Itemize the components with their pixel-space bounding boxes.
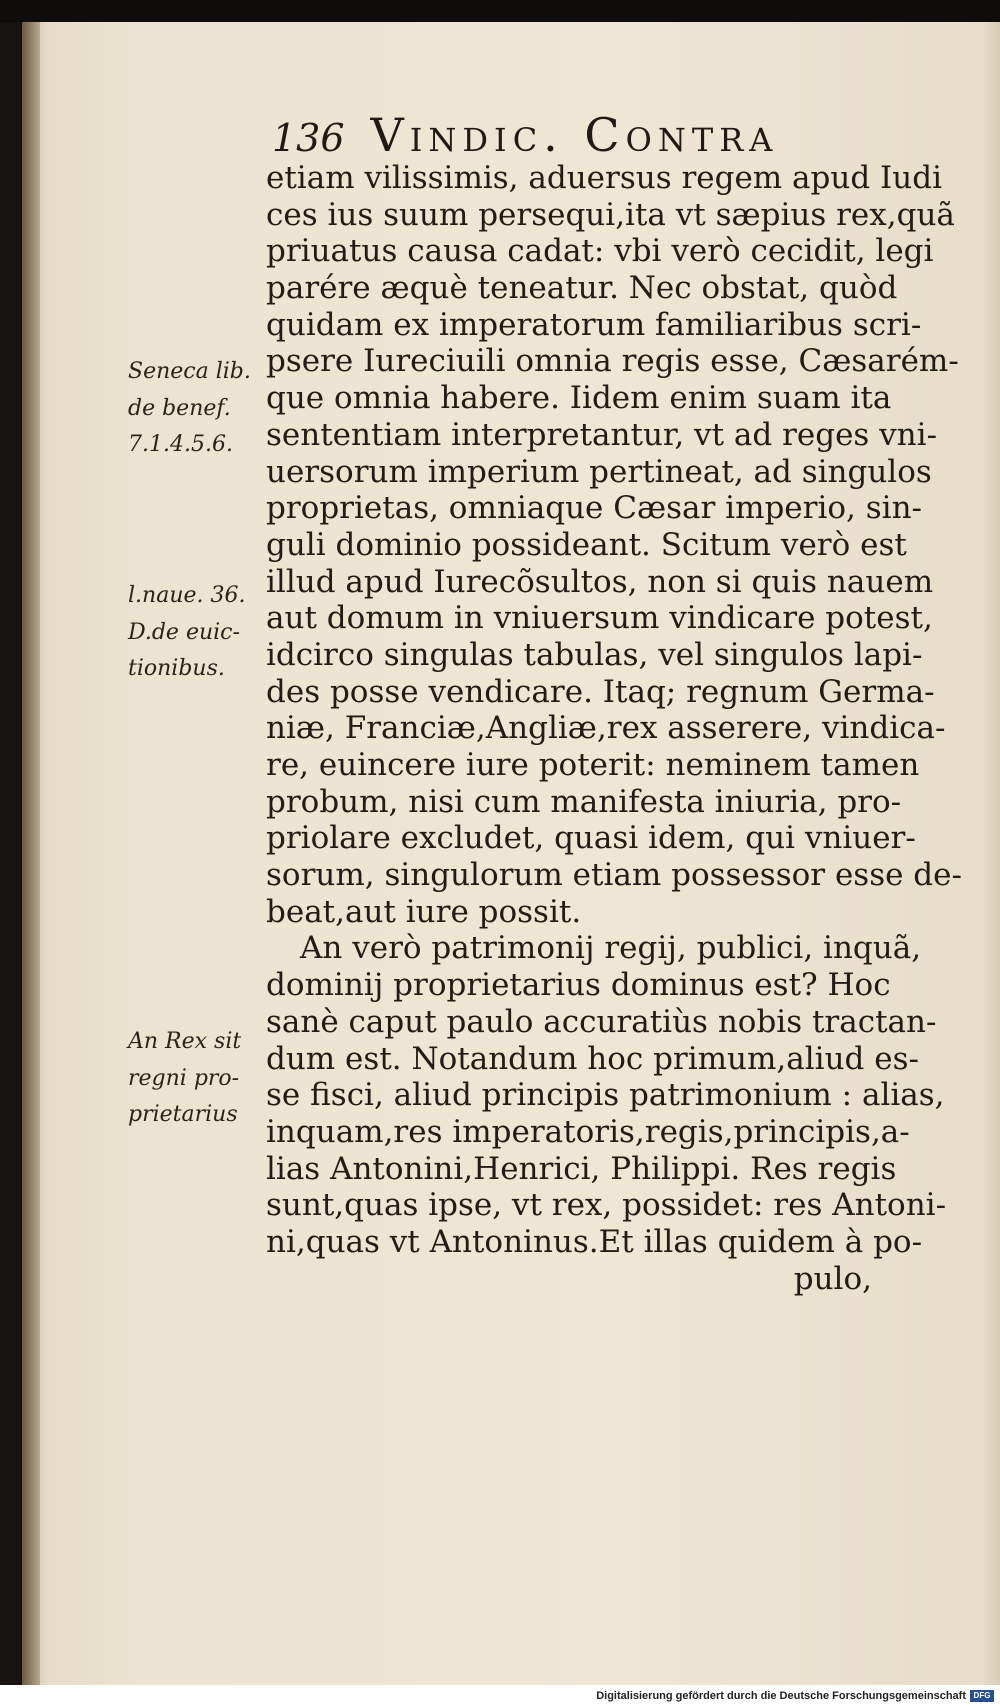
text-line: inquam,res imperatoris,regis,principis,a-	[266, 1113, 910, 1150]
text-line: proprietas, omniaque Cæsar imperio, sin-	[266, 490, 923, 527]
page-number: 136	[272, 116, 345, 160]
text-line: lias Antonini,Henrici, Philippi. Res regis	[266, 1150, 897, 1187]
running-head	[272, 108, 912, 168]
text-line: sanè caput paulo accuratiùs nobis tractan-	[266, 1003, 937, 1040]
margin-note-line: l.naue. 36.	[128, 583, 246, 608]
margin-note-line: An Rex sit	[128, 1029, 242, 1054]
text-line: ni,quas vt Antoninus.Et illas quidem à po-	[266, 1223, 923, 1260]
text-line: sorum, singulorum etiam possessor esse de-	[266, 857, 962, 894]
text-line: etiam vilissimis, aduersus regem apud Iudi	[266, 160, 943, 196]
margin-note-line: D.de euic-	[128, 619, 240, 645]
body-text	[266, 160, 962, 1297]
digitization-footer	[0, 1685, 1000, 1707]
dfg-logo-icon: DFG	[970, 1690, 994, 1702]
text-line: guli dominio possideant. Scitum verò est	[266, 526, 907, 563]
text-line: ces ius suum persequi,ita vt sæpius rex,quã	[266, 196, 955, 233]
margin-note-line: tionibus.	[128, 656, 225, 682]
catchword: pulo,	[793, 1260, 872, 1297]
text-line: que omnia habere. Iidem enim suam ita	[266, 380, 892, 417]
text-line: sententiam interpretantur, vt ad reges vni-	[266, 416, 938, 453]
text-line: priolare excludet, quasi idem, qui vniuer-	[266, 820, 916, 857]
text-line: quidam ex imperatorum familiaribus scri-	[266, 306, 922, 343]
margin-note-line: prietarius	[128, 1102, 238, 1128]
text-line: dominij proprietarius dominus est? Hoc	[266, 967, 891, 1004]
margin-note-digest	[128, 578, 268, 688]
margin-note-line: Seneca lib.	[128, 359, 251, 384]
text-line: An verò patrimonij regij, publici, inquã,	[300, 930, 922, 967]
margin-note-line: de benef.	[128, 395, 231, 421]
text-line: uersorum imperium pertineat, ad singulos	[266, 453, 932, 490]
text-line: sunt,quas ipse, vt rex, possidet: res Antoni-	[266, 1187, 947, 1224]
text-line: psere Iureciuili omnia regis esse, Cæsarém-	[266, 343, 959, 380]
margin-note-line: 7.1.4.5.6.	[128, 432, 233, 458]
running-title: Vindic. Contra	[370, 108, 779, 162]
footer-credit: Digitalisierung gefördert durch die Deutsche Forschungsgemeinschaft	[596, 1690, 966, 1702]
text-line: probum, nisi cum manifesta iniuria, pro-	[266, 783, 902, 820]
text-line: aut domum in vniuersum vindicare potest,	[266, 600, 933, 637]
margin-note-line: regni pro-	[128, 1065, 240, 1091]
margin-note-rex	[128, 1024, 268, 1134]
text-line: priuatus causa cadat: vbi verò cecidit, legi	[266, 233, 934, 270]
text-line: se fisci, aliud principis patrimonium : alias,	[266, 1077, 945, 1114]
scan-top-edge	[0, 0, 1000, 22]
text-line: beat,aut iure possit.	[266, 893, 582, 930]
text-line: re, euincere iure poterit: neminem tamen	[266, 747, 920, 783]
text-line: parére æquè teneatur. Nec obstat, quòd	[266, 270, 898, 307]
margin-note-seneca	[128, 354, 268, 464]
text-line: niæ, Franciæ,Angliæ,rex asserere, vindica-	[266, 710, 946, 747]
text-line: dum est. Notandum hoc primum,aliud es-	[266, 1040, 919, 1077]
text-line: des posse vendicare. Itaq; regnum Germa-	[266, 673, 935, 710]
page-gutter	[22, 22, 40, 1685]
text-line: illud apud Iurecõsultos, non si quis nauem	[266, 563, 934, 600]
text-line: idcirco singulas tabulas, vel singulos lapi-	[266, 636, 923, 673]
